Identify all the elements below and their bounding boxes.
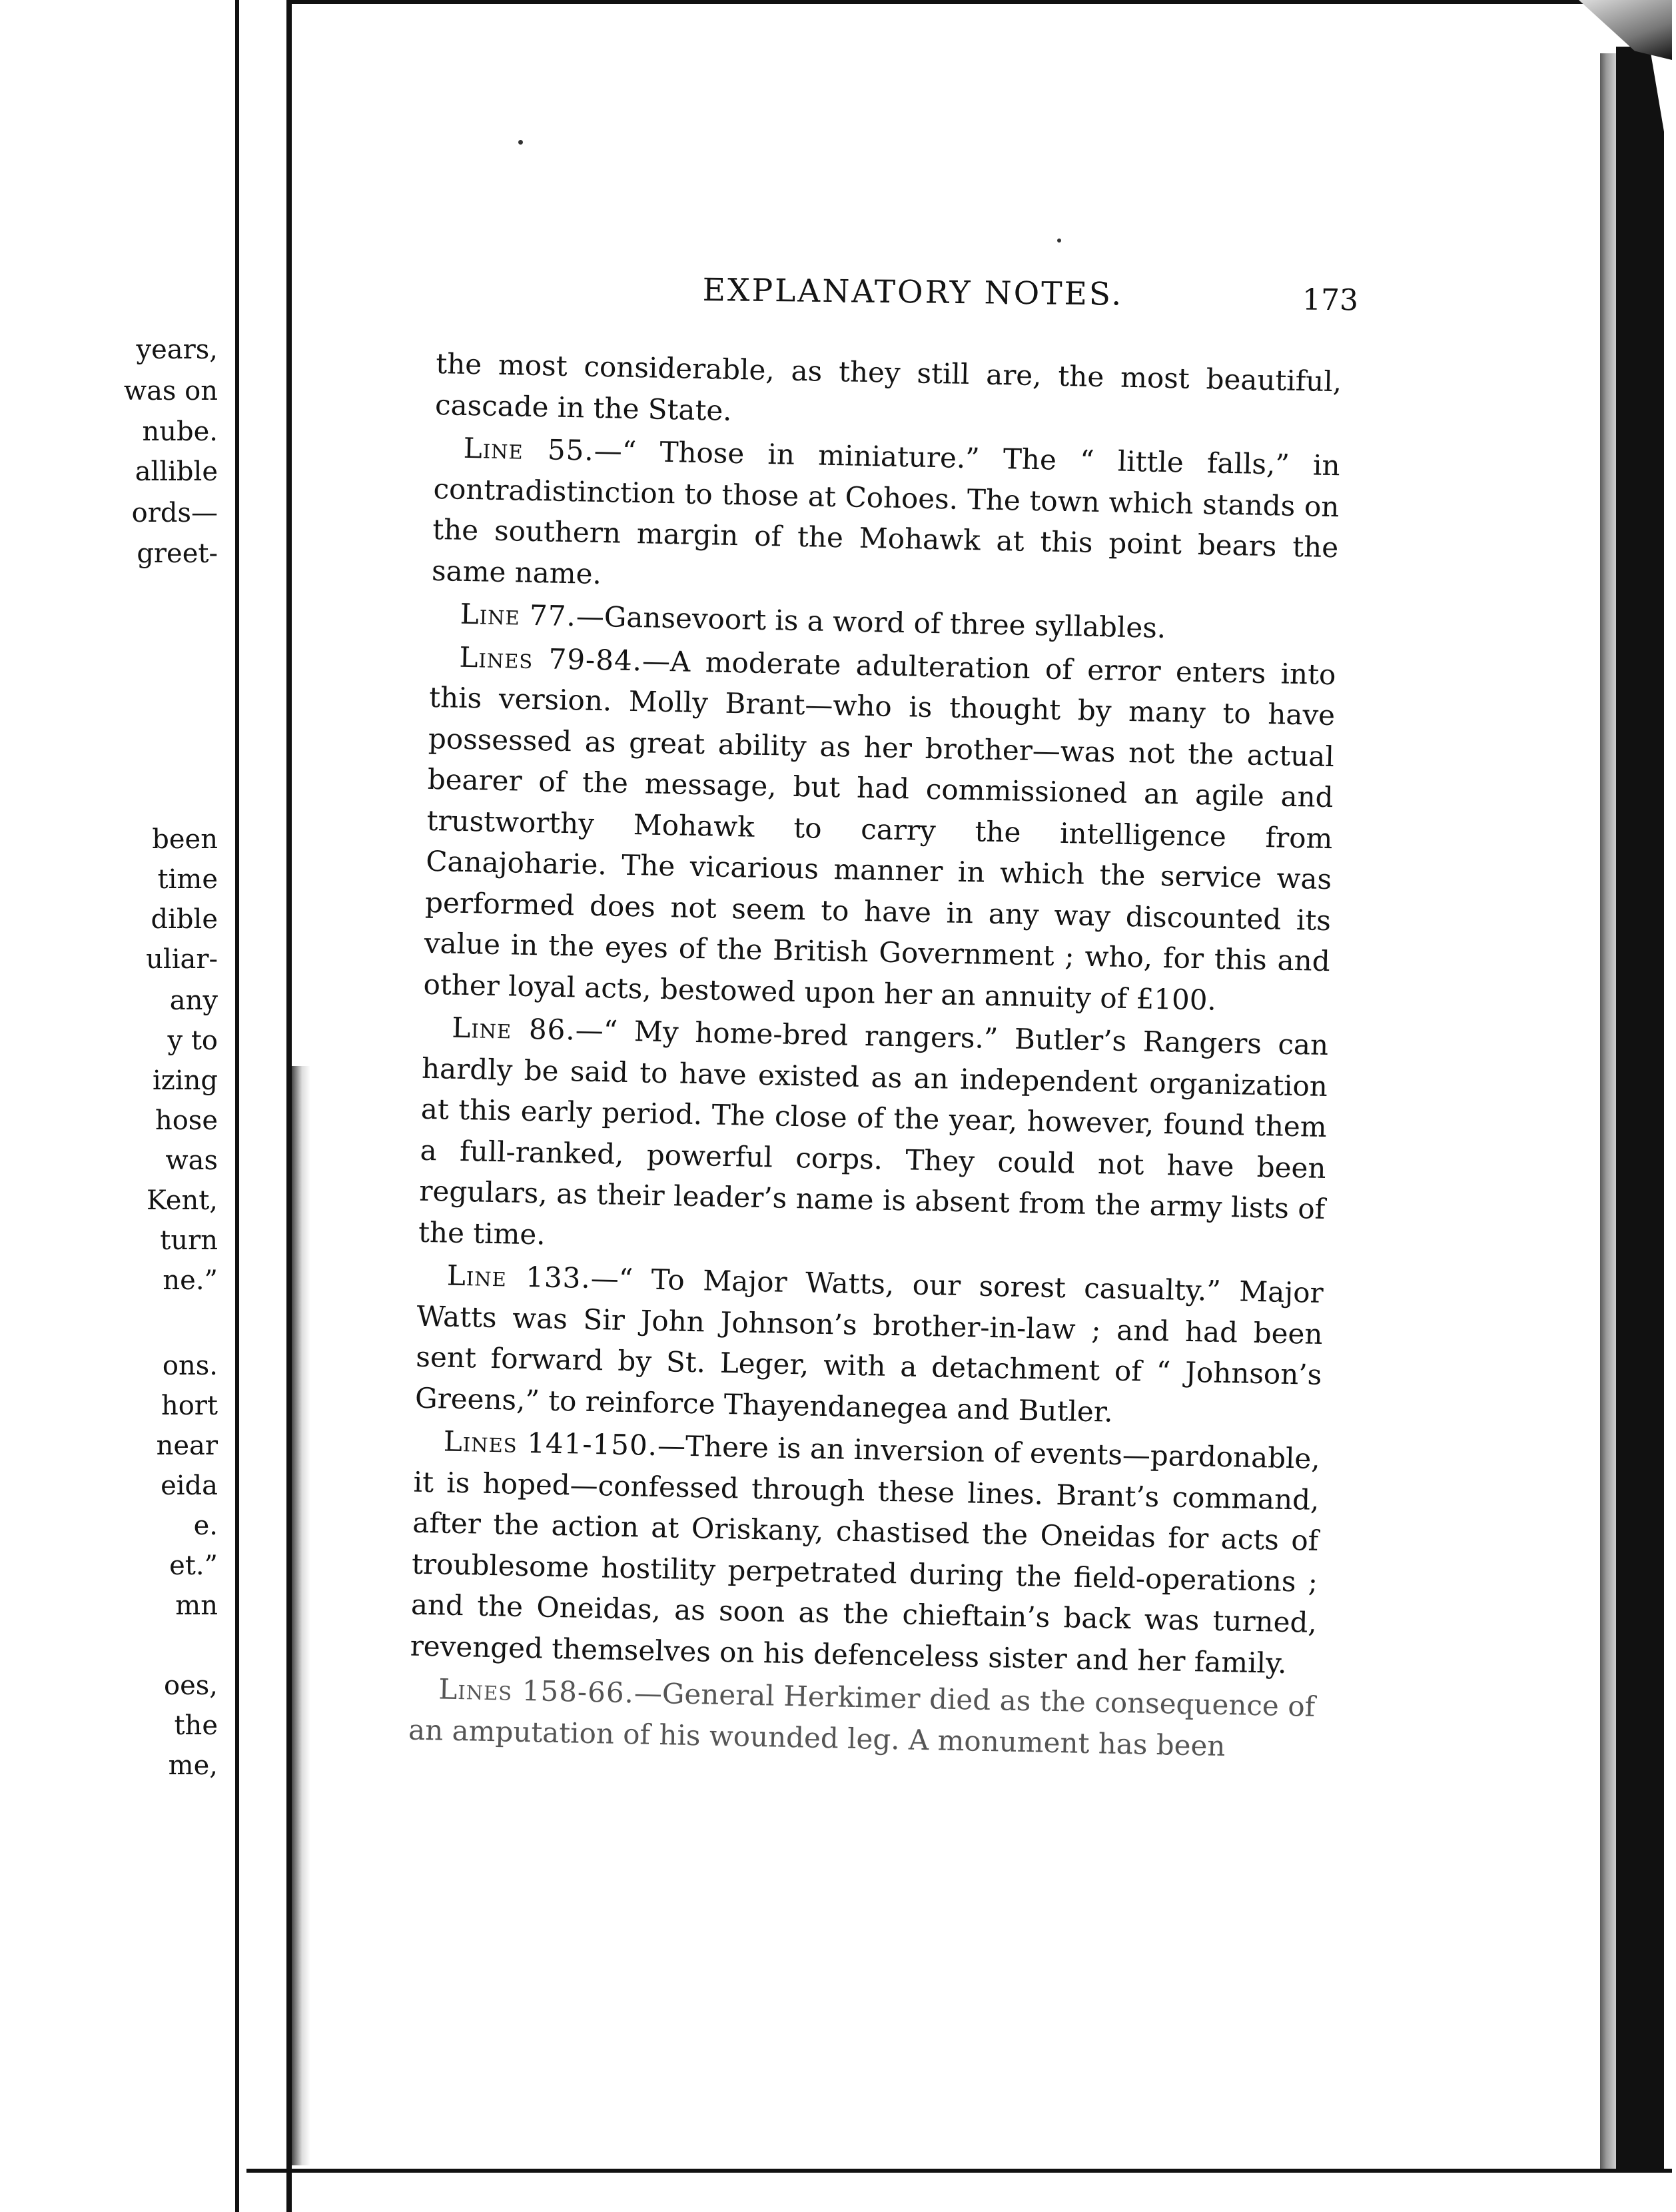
facing-page-word: ords—: [131, 498, 218, 528]
note-text: —“ To Major Watts, our sorest casualty.” Major Watts was Sir John Johnson’s brother-in-law ; and had been sent forward by St. Leger, with a detachment of “ Johnson’s Greens,” to reinforce Thayendanegea and Butler.: [414, 1261, 1324, 1428]
running-head: EXPLANATORY NOTES.: [702, 272, 1124, 313]
page-bottom-edge: [246, 2169, 1672, 2173]
note-reference: Line 77.: [460, 597, 577, 633]
note-text: —A moderate adulteration of error enters into this version. Molly Brant—who is thought by many to have possessed as great ability as her brother—was not the actual bearer of the message, but had commissioned an agile and trustworthy Mohawk to carry the intelligence from Canajoharie. The vicarious manner in which the service was performed does not seem to have in any way discounted its value in the eyes of the British Government ; who, for this and other loyal acts, bestowed upon her an annuity of £100.: [423, 644, 1336, 1017]
facing-page-word: years,: [136, 334, 218, 365]
facing-page-word: ons.: [162, 1351, 218, 1381]
facing-page-word: e.: [193, 1510, 218, 1541]
page-fore-edge: [1600, 53, 1616, 2169]
continued-paragraph: the most considerable, as they still are, the most beautiful, cascade in the State.: [434, 346, 1342, 427]
facing-page-edge: [235, 0, 239, 2212]
facing-page-word: me,: [168, 1750, 218, 1781]
gutter-shadow: [292, 1066, 310, 2165]
facing-page-word: y to: [167, 1025, 218, 1056]
note-text: —There is an inversion of events—pardonable, it is hoped—confessed through these lines. Brant’s command, after the action at Oriskany, chastised the Oneidas for acts of troublesome hostility perpetrated during the field-operations ; and the Oneidas, as soon as the chieftain’s back was turned, revenged themselves on his defenceless sister and her family.: [410, 1429, 1321, 1680]
facing-page-word: ne.”: [163, 1265, 218, 1296]
facing-page-word: oes,: [164, 1670, 218, 1701]
book-spine-edge: [286, 0, 292, 2212]
note-line-86: [418, 1007, 1329, 1271]
note-reference: Lines 141-150.: [443, 1424, 658, 1462]
note-text: —Gansevoort is a word of three syllables.: [576, 600, 1166, 645]
dust-speck: [1057, 239, 1061, 243]
facing-page-word: turn: [160, 1225, 218, 1256]
facing-page-word: hort: [161, 1390, 218, 1421]
facing-page-word: was on: [123, 376, 218, 406]
note-reference: Lines 158-66.: [438, 1672, 635, 1710]
facing-page-word: nube.: [142, 416, 218, 447]
note-line-133: [415, 1255, 1324, 1436]
facing-page-word: mn: [175, 1590, 218, 1621]
note-lines-141-150: [410, 1420, 1320, 1684]
note-text: —“ My home-bred rangers.” Butler’s Rangers can hardly be said to have existed as an independent organization at this early period. The close of the year, however, found them a full-ranked, powerful corps. They could not have been regulars, as their leader’s name is absent from the army lists of the time.: [418, 1013, 1329, 1251]
facing-page-word: hose: [155, 1105, 218, 1136]
note-reference: Line 133.: [446, 1259, 592, 1295]
page-number: 173: [1302, 282, 1359, 318]
dust-speck: [518, 140, 523, 145]
note-text: —“ Those in miniature.” The “ little falls,” in contradistinction to those at Cohoes. The town which stands on the southern margin of the Mohawk at this point bears the same name.: [431, 434, 1341, 590]
notes-body: [408, 343, 1342, 1768]
facing-page-word: greet-: [137, 538, 218, 569]
facing-page-word: was: [165, 1145, 218, 1176]
facing-page-word: time: [157, 864, 218, 895]
facing-page-fragment: [0, 0, 235, 2212]
note-reference: Lines 79-84.: [459, 640, 643, 677]
note-line-55: [432, 427, 1341, 609]
facing-page-word: near: [156, 1430, 218, 1461]
note-text: —General Herkimer died as the consequence of an amputation of his wounded leg. A monument has been: [408, 1676, 1316, 1762]
note-reference: Line 55.: [463, 431, 595, 467]
facing-page-word: izing: [152, 1065, 218, 1096]
facing-page-word: uliar-: [146, 944, 218, 975]
facing-page-word: et.”: [169, 1550, 218, 1581]
facing-page-word: Kent,: [146, 1185, 218, 1216]
facing-page-word: eida: [161, 1470, 218, 1501]
facing-page-word: allible: [135, 456, 218, 487]
facing-page-word: dible: [151, 904, 218, 935]
page-top-edge: [292, 0, 1651, 4]
facing-page-word: the: [174, 1710, 218, 1741]
facing-page-word: been: [152, 824, 218, 855]
note-lines-158-66: [408, 1668, 1316, 1768]
facing-page-word: any: [169, 985, 218, 1016]
note-lines-79-84: [423, 636, 1336, 1023]
note-reference: Line 86.: [451, 1011, 576, 1047]
scan-background-right: [1616, 47, 1664, 2172]
